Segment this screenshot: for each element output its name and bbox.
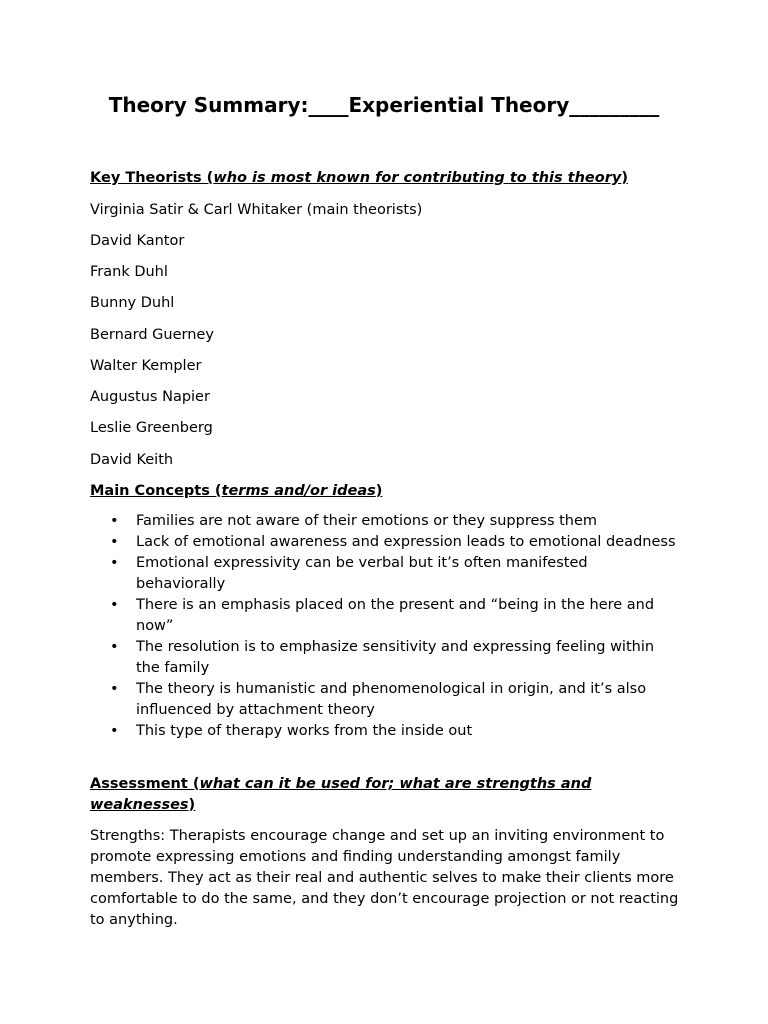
theorist-name: Leslie Greenberg xyxy=(90,420,213,436)
theorist-name: Virginia Satir & Carl Whitaker (main theorists) xyxy=(90,202,423,218)
theorist-name: David Kantor xyxy=(90,233,185,249)
heading-italic-text: terms and/or ideas xyxy=(221,483,376,499)
list-item: • Lack of emotional awareness and expression leads to emotional deadness xyxy=(90,532,680,553)
theorist-name: Bernard Guerney xyxy=(90,327,214,343)
theorist-name: Augustus Napier xyxy=(90,389,210,405)
heading-text: ) xyxy=(188,797,196,813)
theorist-name: Bunny Duhl xyxy=(90,295,175,311)
heading-italic-text: what can it be used for; what are strengths and weaknesses xyxy=(90,776,592,813)
page-title: Theory Summary:____Experiential Theory_________ xyxy=(108,93,660,117)
strengths-paragraph: Strengths: Therapists encourage change and set up an inviting environment to promote expressing emotions and finding understanding amongst family members. They act as their real and authentic selves to make their clients more comfortable to do the same, and they don’t encourage projection or not reacting to anything. xyxy=(90,828,679,928)
heading-text: Assessment ( xyxy=(90,776,200,792)
heading-italic-text: who is most known for contributing to this theory xyxy=(213,170,622,186)
heading-text: ) xyxy=(375,483,383,499)
theorist-name: David Keith xyxy=(90,452,174,468)
list-item: • There is an emphasis placed on the present and “being in the here and now” xyxy=(90,595,680,637)
heading-text: Main Concepts ( xyxy=(90,483,222,499)
assessment-heading xyxy=(90,774,630,816)
list-item: • The theory is humanistic and phenomenological in origin, and it’s also influenced by attachment theory xyxy=(90,679,680,721)
heading-text: ) xyxy=(621,170,628,186)
key-theorists-heading xyxy=(90,168,690,189)
main-concepts-heading xyxy=(90,481,690,502)
list-item: • The resolution is to emphasize sensitivity and expressing feeling within the family xyxy=(90,637,680,679)
heading-text: Key Theorists ( xyxy=(90,170,214,186)
list-item: • Families are not aware of their emotions or they suppress them xyxy=(90,511,680,532)
main-concepts-list xyxy=(90,511,690,742)
list-item: • This type of therapy works from the inside out xyxy=(90,721,680,742)
theorist-name: Frank Duhl xyxy=(90,264,168,280)
theorist-name: Walter Kempler xyxy=(90,358,202,374)
list-item: • Emotional expressivity can be verbal but it’s often manifested behaviorally xyxy=(90,553,680,595)
